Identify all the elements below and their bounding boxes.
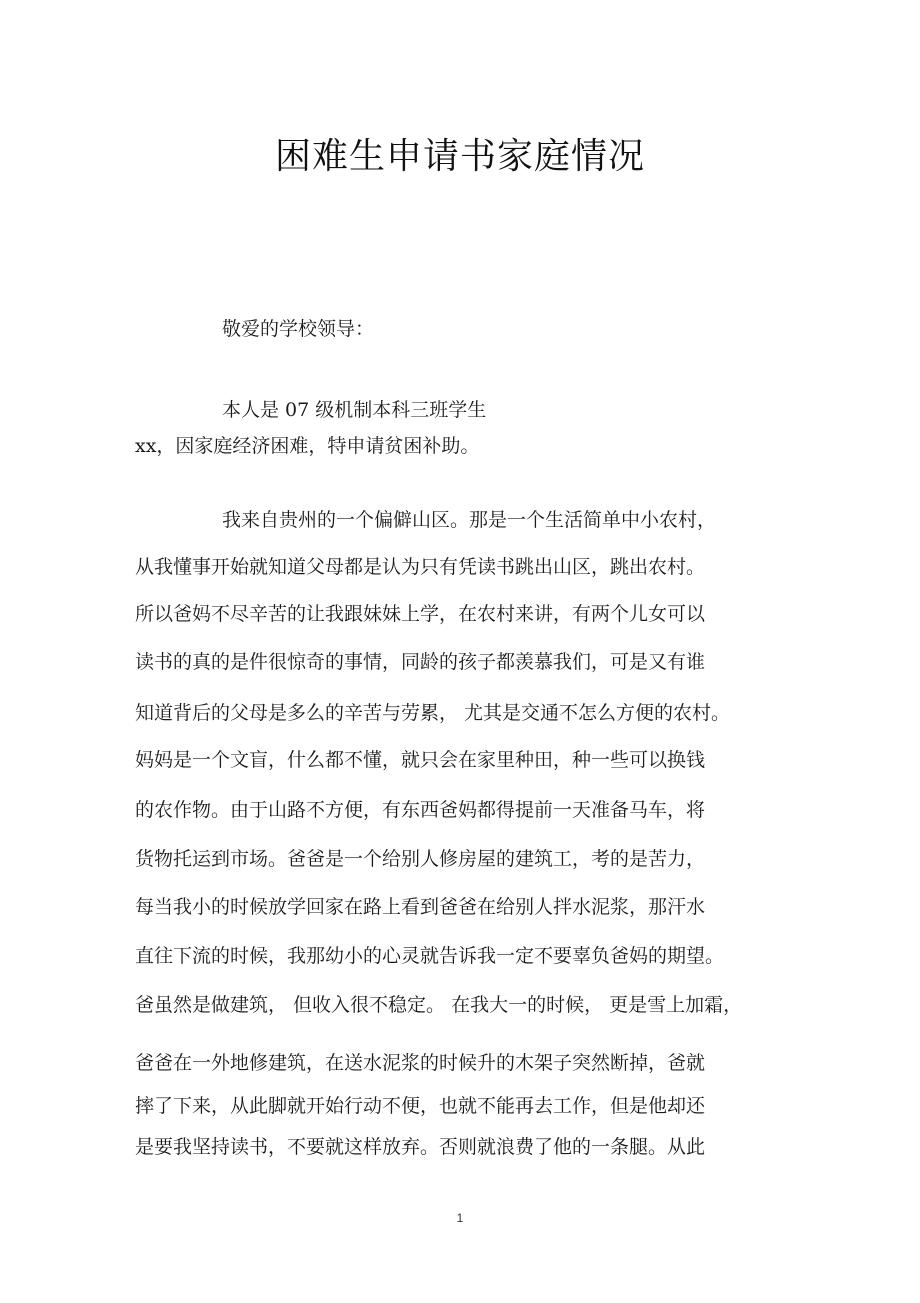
body-line: 每当我小的时候放学回家在路上看到爸爸在给别人拌水泥浆，那汗水 [135,896,706,918]
body-line: 从我懂事开始就知道父母都是认为只有凭读书跳出山区，跳出农村。 [135,556,706,578]
body-line: 妈妈是一个文盲，什么都不懂，就只会在家里种田，种一些可以换钱 [135,749,706,771]
body-line: 所以爸妈不尽辛苦的让我跟妹妹上学，在农村来讲，有两个儿女可以 [135,603,706,625]
page-number: 1 [456,1211,464,1225]
body-line: 我来自贵州的一个偏僻山区。那是一个生活简单中小农村， [222,509,717,531]
intro-line: xx，因家庭经济困难，特申请贫困补助。 [135,435,480,457]
body-line: 知道背后的父母是多么的辛苦与劳累， 尤其是交通不怎么方便的农村。 [135,702,731,724]
body-line: 货物托运到市场。爸爸是一个给别人修房屋的建筑工，考的是苦力， [135,848,706,870]
body-line: 爸爸在一外地修建筑，在送水泥浆的时候升的木架子突然断掉，爸就 [135,1052,706,1074]
body-line: 直往下流的时候，我那幼小的心灵就告诉我一定不要辜负爸妈的期望。 [135,945,725,967]
body-line: 爸虽然是做建筑， 但收入很不稳定。 在我大一的时候， 更是雪上加霜， [135,994,743,1016]
body-line: 读书的真的是件很惊奇的事情，同龄的孩子都羡慕我们，可是又有谁 [135,651,706,673]
intro-line: 本人是 07 级机制本科三班学生 [222,399,487,421]
body-line: 摔了下来，从此脚就开始行动不便，也就不能再去工作，但是他却还 [135,1095,706,1117]
body-line: 的农作物。由于山路不方便，有东西爸妈都得提前一天准备马车，将 [135,799,706,821]
salutation: 敬爱的学校领导： [222,318,375,340]
document-title: 困难生申请书家庭情况 [274,136,645,177]
body-line: 是要我坚持读书，不要就这样放弃。否则就浪费了他的一条腿。从此 [135,1136,706,1158]
